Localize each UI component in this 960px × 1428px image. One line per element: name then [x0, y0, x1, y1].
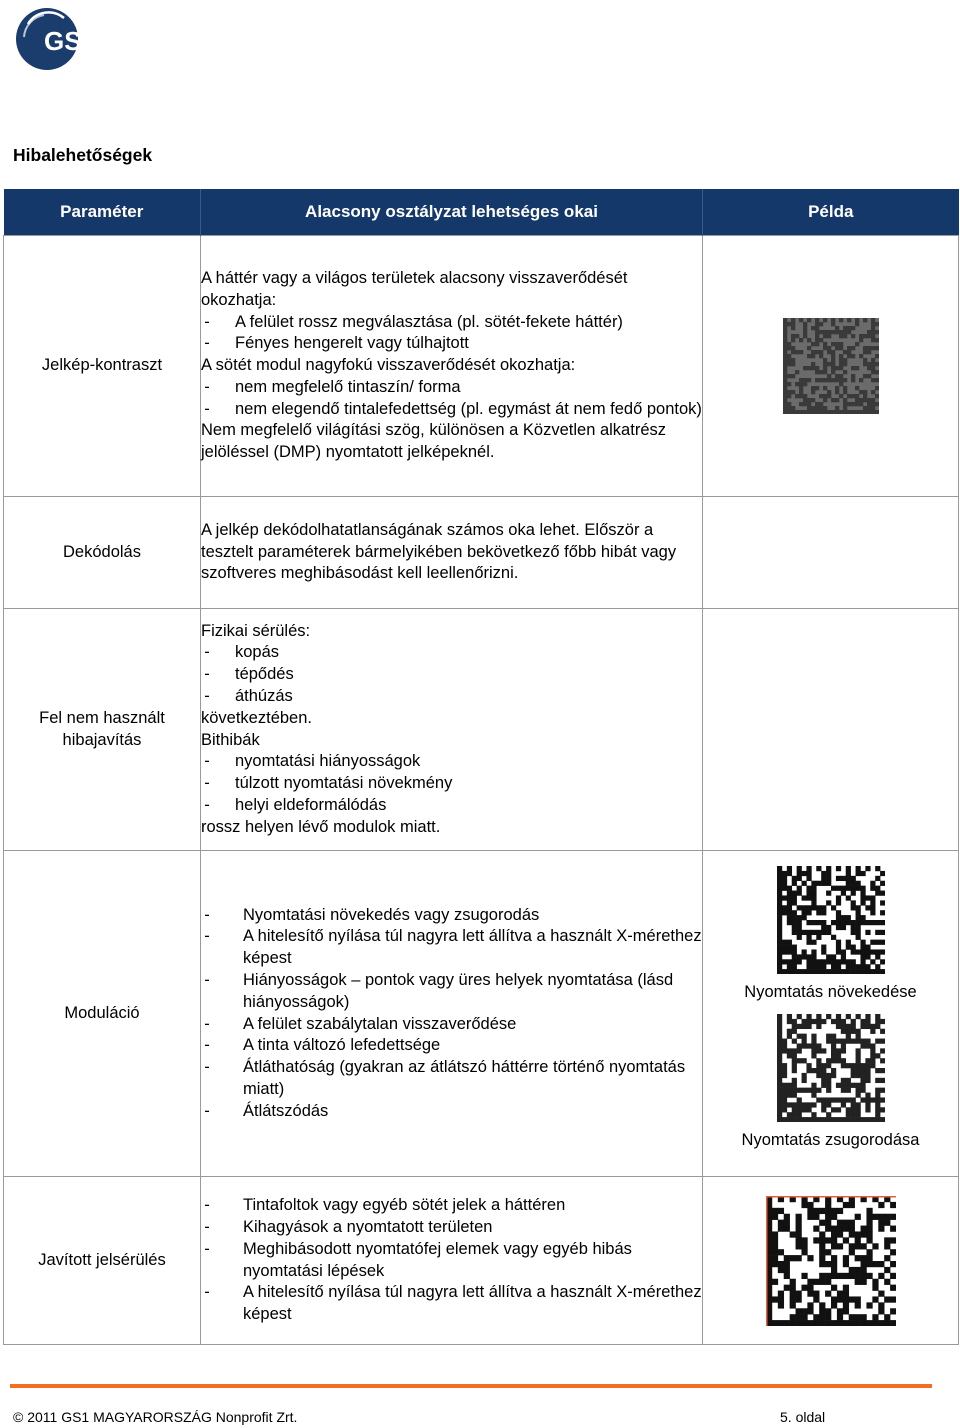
table-row	[4, 497, 959, 609]
datamatrix-example-damage	[766, 1196, 896, 1326]
caption-print-shrink: Nyomtatás zsugorodása	[741, 1130, 920, 1149]
example-cell	[703, 851, 959, 1177]
param-cell: Jelkép-kontraszt	[4, 236, 201, 497]
footer-page-number: 5. oldal	[780, 1409, 826, 1425]
param-cell: Moduláció	[4, 851, 201, 1177]
example-cell	[703, 236, 959, 497]
datamatrix-example-low-contrast	[783, 318, 879, 414]
cause-outro: rossz helyen lévő modulok miatt.	[201, 817, 441, 836]
footer-copyright: © 2011 GS1 MAGYARORSZÁG Nonprofit Zrt.	[13, 1409, 298, 1425]
list-item: - áthúzás	[235, 686, 702, 708]
footer-divider	[10, 1384, 932, 1388]
list-item: - A felület rossz megválasztása (pl. sötét-fekete háttér)	[235, 312, 702, 334]
cause-intro: A sötét modul nagyfokú visszaverődését okozhatja:	[201, 356, 576, 375]
cause-list	[201, 1195, 702, 1326]
example-cell	[703, 1177, 959, 1345]
cause-intro: Bithibák	[201, 730, 260, 749]
list-item: - Kihagyások a nyomtatott területen	[243, 1217, 702, 1239]
param-cell: Javított jelsérülés	[4, 1177, 201, 1345]
datamatrix-example-print-growth	[777, 866, 885, 974]
causes-cell: A jelkép dekódolhatatlanságának számos oka lehet. Először a tesztelt paraméterek bármelyikében bekövetkező főbb hibát vagy szoftveres meghibásodást kell leellenőrizni.	[201, 497, 703, 609]
header-example: Példa	[703, 189, 959, 236]
list-item: - Tintafoltok vagy egyéb sötét jelek a háttéren	[243, 1195, 702, 1217]
datamatrix-example-print-shrink	[777, 1014, 885, 1122]
list-item: - nem megfelelő tintaszín/ forma	[235, 377, 702, 399]
causes-cell	[201, 609, 703, 851]
param-cell: Fel nem használt hibajavítás	[4, 609, 201, 851]
list-item: - Fényes hengerelt vagy túlhajtott	[235, 333, 702, 355]
table-row	[4, 851, 959, 1177]
list-item: - nyomtatási hiányosságok	[235, 751, 702, 773]
list-item: - túlzott nyomtatási növekmény	[235, 773, 702, 795]
header-causes: Alacsony osztályzat lehetséges okai	[201, 189, 703, 236]
list-item: - A tinta változó lefedettsége	[243, 1035, 702, 1057]
list-item: - Átláthatóság (gyakran az átlátszó háttérre történő nyomtatás miatt)	[243, 1057, 702, 1101]
logo-text: GS1	[44, 26, 97, 56]
list-item: - Nyomtatási növekedés vagy zsugorodás	[243, 905, 702, 927]
cause-list	[201, 751, 702, 816]
cause-list	[201, 642, 702, 707]
example-cell	[703, 497, 959, 609]
cause-list	[201, 312, 702, 356]
cause-intro: A háttér vagy a világos területek alacsony visszaverődését okozhatja:	[201, 268, 628, 309]
causes-cell	[201, 236, 703, 497]
list-item: - Átlátszódás	[243, 1101, 702, 1123]
table-header-row	[4, 189, 959, 236]
example-cell	[703, 609, 959, 851]
list-item: - nem elegendő tintalefedettség (pl. egymást át nem fedő pontok)	[235, 399, 702, 421]
list-item: - helyi eldeformálódás	[235, 795, 702, 817]
cause-list	[201, 377, 702, 421]
param-cell: Dekódolás	[4, 497, 201, 609]
header-parameter: Paraméter	[4, 189, 201, 236]
cause-intro: Fizikai sérülés:	[201, 621, 311, 640]
list-item: - A hitelesítő nyílása túl nagyra lett állítva a használt X-mérethez képest	[243, 1282, 702, 1326]
cause-mid: következtében.	[201, 708, 312, 727]
error-table	[3, 189, 959, 1345]
list-item: - Hiányosságok – pontok vagy üres helyek nyomtatása (lásd hiányosságok)	[243, 970, 702, 1014]
list-item: - A hitelesítő nyílása túl nagyra lett állítva a használt X-mérethez képest	[243, 926, 702, 970]
list-item: - kopás	[235, 642, 702, 664]
table-row	[4, 609, 959, 851]
list-item: - Meghibásodott nyomtatófej elemek vagy egyéb hibás nyomtatási lépések	[243, 1239, 702, 1283]
list-item: - A felület szabálytalan visszaverődése	[243, 1014, 702, 1036]
cause-outro: Nem megfelelő világítási szög, különösen a Közvetlen alkatrész jelöléssel (DMP) nyomtatott jelképeknél.	[201, 421, 666, 462]
causes-cell	[201, 1177, 703, 1345]
list-item: - tépődés	[235, 664, 702, 686]
cause-list	[201, 905, 702, 1123]
causes-cell	[201, 851, 703, 1177]
table-row	[4, 236, 959, 497]
caption-print-growth: Nyomtatás növekedése	[744, 982, 917, 1001]
table-row	[4, 1177, 959, 1345]
section-title: Hibalehetőségek	[13, 145, 153, 165]
gs1-logo	[14, 4, 104, 74]
